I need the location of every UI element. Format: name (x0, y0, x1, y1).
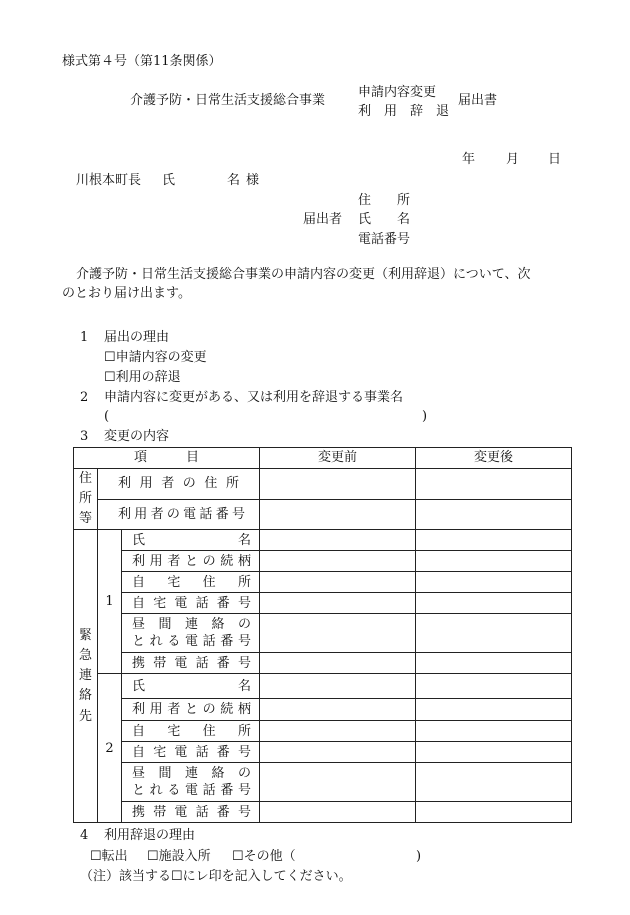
cell-before[interactable] (260, 699, 416, 721)
contact1-row-relation: 利用者との続柄 (122, 551, 260, 572)
section2-close-paren: ) (422, 409, 428, 424)
cell-before[interactable] (260, 674, 416, 699)
section4-title: 利用辞退の理由 (104, 828, 196, 843)
contact2-row-daytime-phone: 昼間連絡の とれる電話番号 (122, 763, 260, 802)
contact2-row-name: 氏名 (122, 674, 260, 699)
header-before: 変更前 (260, 448, 416, 469)
cell-before[interactable] (260, 469, 416, 500)
header-item: 項 目 (74, 448, 260, 469)
cell-before[interactable] (260, 499, 416, 530)
emergency-group-label: 緊急連絡先 (74, 530, 98, 823)
section3-title: 変更の内容 (104, 429, 170, 444)
table-row (74, 802, 572, 823)
contact1-number: 1 (98, 530, 122, 674)
recipient-office: 川根本町長 (76, 173, 142, 188)
cell-before[interactable] (260, 653, 416, 674)
table-header-row (74, 448, 572, 469)
footnote: （注）該当する☐にレ印を記入してください。 (80, 869, 352, 884)
section4-option-move[interactable]: ☐転出 (90, 849, 128, 864)
cell-after[interactable] (416, 614, 572, 653)
title-option-withdraw: 利 用 辞 退 (358, 104, 450, 119)
date-day: 日 (548, 152, 562, 167)
address-group-label: 住所等 (74, 469, 98, 530)
applicant-address-label: 住 所 (358, 193, 411, 208)
section4-option-facility[interactable]: ☐施設入所 (147, 849, 211, 864)
table-row (74, 653, 572, 674)
contact2-row-relation: 利用者との続柄 (122, 699, 260, 721)
contact1-row-home-phone: 自宅電話番号 (122, 593, 260, 614)
body-text-line1: 介護予防・日常生活支援総合事業の申請内容の変更（利用辞退）について、次 (76, 267, 531, 282)
cell-after[interactable] (416, 653, 572, 674)
cell-after[interactable] (416, 742, 572, 763)
section3-number: 3 (80, 429, 89, 444)
cell-after[interactable] (416, 674, 572, 699)
header-after: 変更後 (416, 448, 572, 469)
cell-before[interactable] (260, 802, 416, 823)
date-year: 年 (462, 152, 476, 167)
cell-after[interactable] (416, 469, 572, 500)
cell-after[interactable] (416, 572, 572, 593)
cell-before[interactable] (260, 593, 416, 614)
cell-after[interactable] (416, 721, 572, 742)
recipient-name-label: 氏 名 (162, 173, 241, 188)
contact2-row-home-address: 自宅住所 (122, 721, 260, 742)
contact1-row-name: 氏名 (122, 530, 260, 551)
contact1-row-daytime-phone: 昼間連絡の とれる電話番号 (122, 614, 260, 653)
contact2-number: 2 (98, 674, 122, 823)
title-prefix: 介護予防・日常生活支援総合事業 (130, 93, 326, 108)
cell-after[interactable] (416, 551, 572, 572)
table-row (74, 763, 572, 802)
cell-after[interactable] (416, 763, 572, 802)
change-details-table (73, 447, 572, 823)
cell-after[interactable] (416, 699, 572, 721)
cell-after[interactable] (416, 499, 572, 530)
section1-option-change[interactable]: ☐申請内容の変更 (104, 350, 207, 365)
table-row (74, 551, 572, 572)
table-row (74, 530, 572, 551)
applicant-label: 届出者 (303, 212, 343, 227)
applicant-name-label: 氏 名 (358, 212, 411, 227)
table-row (74, 593, 572, 614)
applicant-phone-label: 電話番号 (358, 232, 411, 247)
cell-before[interactable] (260, 614, 416, 653)
table-row (74, 699, 572, 721)
row-user-address: 利用者の住所 (98, 469, 260, 500)
form-number: 様式第４号（第11条関係） (62, 54, 222, 69)
contact2-row-home-phone: 自宅電話番号 (122, 742, 260, 763)
date-month: 月 (506, 152, 520, 167)
cell-after[interactable] (416, 802, 572, 823)
table-row (74, 469, 572, 500)
cell-before[interactable] (260, 721, 416, 742)
cell-before[interactable] (260, 572, 416, 593)
title-option-change: 申請内容変更 (358, 85, 437, 100)
cell-before[interactable] (260, 763, 416, 802)
table-row (74, 742, 572, 763)
section2-number: 2 (80, 390, 89, 405)
section1-title: 届出の理由 (104, 330, 170, 345)
contact1-row-home-address: 自宅住所 (122, 572, 260, 593)
title-suffix: 届出書 (458, 93, 498, 108)
section2-open-paren: ( (104, 409, 110, 424)
section4-close-paren: ) (416, 849, 422, 864)
table-row (74, 499, 572, 530)
contact1-row-mobile: 携帯電話番号 (122, 653, 260, 674)
section1-option-withdraw[interactable]: ☐利用の辞退 (104, 370, 181, 385)
cell-after[interactable] (416, 593, 572, 614)
table-row (74, 674, 572, 699)
cell-before[interactable] (260, 551, 416, 572)
contact2-row-mobile: 携帯電話番号 (122, 802, 260, 823)
table-row (74, 572, 572, 593)
section4-option-other[interactable]: ☐その他（ (232, 849, 296, 864)
section2-title: 申請内容に変更がある、又は利用を辞退する事業名 (104, 390, 404, 405)
body-text-line2: のとおり届け出ます。 (62, 286, 191, 301)
cell-after[interactable] (416, 530, 572, 551)
recipient-honorific: 様 (246, 173, 260, 188)
section1-number: 1 (80, 330, 89, 345)
row-user-phone: 利用者の電話番号 (98, 499, 260, 530)
table-row (74, 614, 572, 653)
section4-number: 4 (80, 828, 89, 843)
table-row (74, 721, 572, 742)
cell-before[interactable] (260, 742, 416, 763)
cell-before[interactable] (260, 530, 416, 551)
